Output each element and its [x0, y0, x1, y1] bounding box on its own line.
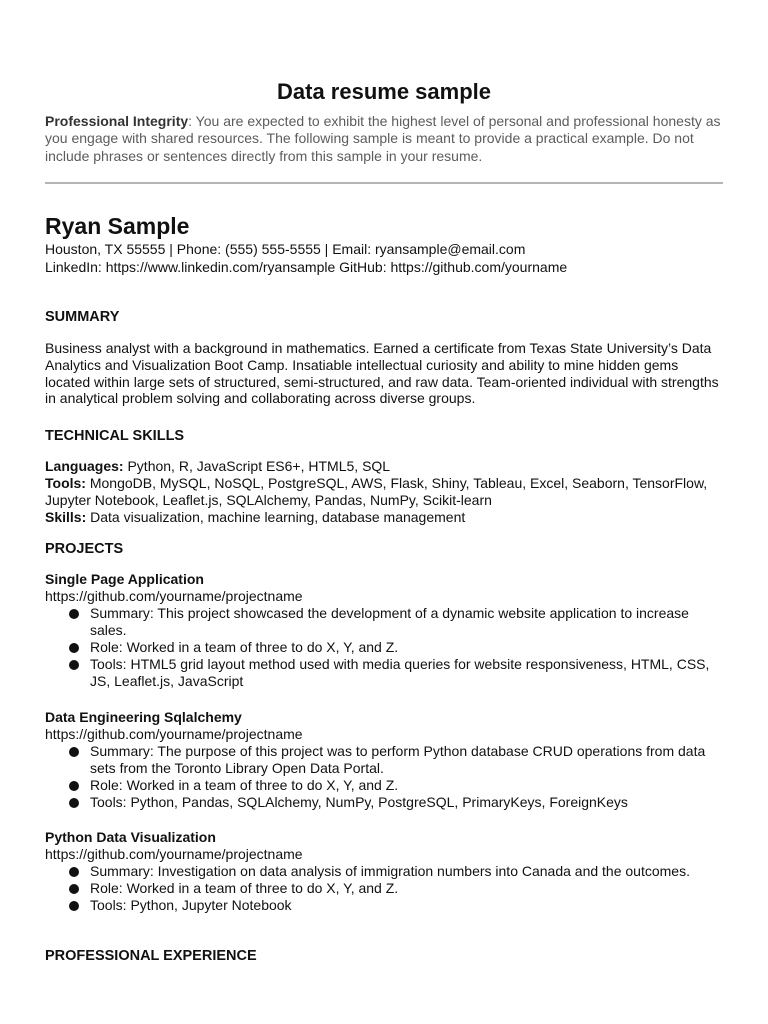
bullet-item: Role: Worked in a team of three to do X, Y, and Z.	[45, 639, 725, 656]
bullet-item: Tools: HTML5 grid layout method used with media queries for website responsiveness, HTML, CSS, JS, Leaflet.js, JavaScript	[45, 656, 725, 690]
languages-label: Languages:	[45, 458, 124, 474]
project-bullets	[45, 743, 725, 811]
project-link: https://github.com/yourname/projectname	[45, 846, 303, 862]
project-link: https://github.com/yourname/projectname	[45, 588, 303, 604]
project-item	[45, 829, 725, 914]
project-item	[45, 571, 725, 690]
bullet-item: Role: Worked in a team of three to do X, Y, and Z.	[45, 777, 725, 794]
tools-value: MongoDB, MySQL, NoSQL, PostgreSQL, AWS, Flask, Shiny, Tableau, Excel, Seaborn, TensorFlow, Jupyter Notebook, Leaflet.js, SQLAlchemy, Pandas, NumPy, Scikit-learn	[45, 475, 708, 508]
skills-label: Skills:	[45, 509, 87, 525]
integrity-notice	[45, 113, 723, 165]
contact-line-links: LinkedIn: https://www.linkedin.com/ryansample GitHub: https://github.com/yourname	[45, 258, 568, 275]
divider	[45, 182, 723, 184]
project-bullets	[45, 863, 725, 914]
project-title: Python Data Visualization	[45, 829, 216, 845]
skills-skills-row	[45, 509, 725, 526]
project-item	[45, 709, 725, 811]
tools-label: Tools:	[45, 475, 86, 491]
bullet-item: Summary: Investigation on data analysis of immigration numbers into Canada and the outcomes.	[45, 863, 725, 880]
integrity-text: : You are expected to exhibit the highest level of personal and professional honesty as you engage with shared resources. The following sample is meant to provide a practical example. Do not include phrases or sentences directly from this sample in your resume.	[45, 113, 721, 164]
candidate-name: Ryan Sample	[45, 213, 190, 239]
bullet-item: Summary: The purpose of this project was to perform Python database CRUD operations from data sets from the Toronto Library Open Data Portal.	[45, 743, 725, 777]
languages-value: Python, R, JavaScript ES6+, HTML5, SQL	[123, 458, 391, 474]
skills-tools-row	[45, 475, 725, 509]
bullet-item: Tools: Python, Pandas, SQLAlchemy, NumPy, PostgreSQL, PrimaryKeys, ForeignKeys	[45, 794, 725, 811]
contact-info	[45, 241, 567, 276]
integrity-label: Professional Integrity	[45, 113, 189, 129]
skills-value: Data visualization, machine learning, database management	[86, 509, 466, 525]
document-title: Data resume sample	[277, 79, 491, 104]
professional-experience-heading: PROFESSIONAL EXPERIENCE	[45, 948, 257, 964]
contact-line-location-phone-email: Houston, TX 55555 | Phone: (555) 555-5555 | Email: ryansample@email.com	[45, 241, 526, 257]
bullet-item: Role: Worked in a team of three to do X, Y, and Z.	[45, 880, 725, 897]
technical-skills-heading: TECHNICAL SKILLS	[45, 428, 185, 444]
project-bullets	[45, 605, 725, 690]
project-title: Data Engineering Sqlalchemy	[45, 709, 242, 725]
bullet-item: Summary: This project showcased the development of a dynamic website application to increase sales.	[45, 605, 725, 639]
summary-heading: SUMMARY	[45, 309, 120, 325]
bullet-item: Tools: Python, Jupyter Notebook	[45, 897, 725, 914]
skills-languages-row	[45, 458, 725, 475]
project-title: Single Page Application	[45, 571, 204, 587]
technical-skills	[45, 458, 725, 526]
project-link: https://github.com/yourname/projectname	[45, 726, 303, 742]
projects-heading: PROJECTS	[45, 541, 124, 557]
summary-text: Business analyst with a background in mathematics. Earned a certificate from Texas State University’s Data Analytics and Visualization Boot Camp. Insatiable intellectual curiosity and ability to mine hidden gems located within large sets of structured, semi-structured, and raw data. Team-oriented individual with strengths in analytical problem solving and collaborating across diverse groups.	[45, 340, 719, 407]
